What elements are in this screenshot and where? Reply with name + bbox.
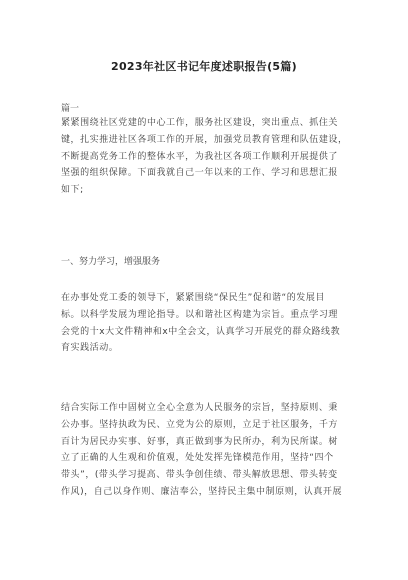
text-line: 紧紧围绕社区党建的中心工作，服务社区建设，突出重点、抓住关 xyxy=(61,118,338,128)
text-line: 如下; xyxy=(61,185,84,196)
paragraph-2 xyxy=(61,290,353,357)
text-line: 会党的十x大文件精神和x中全会文，认真学习开展党的群众路线教 xyxy=(61,326,341,337)
text-line: 百计为居民办实事、好事，真正做到事为民所办，利为民所谋。树 xyxy=(61,436,338,447)
text-line: 公办事。坚持执政为民、立党为公的原则，立足于社区服务，千方 xyxy=(61,419,338,430)
text-line: 坚强的组织保障。下面我就自己一年以来的工作、学习和思想汇报 xyxy=(61,168,338,179)
text-line: 标。以科学发展为理论指导。以和谐社区构建为宗旨。重点学习理 xyxy=(61,309,338,320)
text-line: 立了正确的人生观和价值观，处处发挥先锋模范作用，坚持“四个 xyxy=(61,453,334,464)
section-label: 篇一 xyxy=(61,104,80,114)
text-line: 在办事处党工委的领导下，紧紧围绕“保民生”促和谐“的发展目 xyxy=(61,293,325,303)
text-line: 作风)，自己以身作则、廉洁奉公，坚持民主集中制原则，认真开展 xyxy=(61,486,343,497)
text-line: 结合实际工作中固树立全心全意为人民服务的宗旨，坚持原则、秉 xyxy=(61,403,338,413)
document-title: 2023年社区书记年度述职报告(5篇) xyxy=(110,60,298,73)
section-heading: 一、努力学习，增强服务 xyxy=(61,257,161,267)
text-line: 带头”，(带头学习提高、带头争创佳绩、带头解放思想、带头转变 xyxy=(61,470,338,481)
paragraph-3 xyxy=(61,400,353,501)
text-line: 键，扎实推进社区各项工作的开展，加强党员教育管理和队伍建设， xyxy=(61,134,348,145)
text-line: 不断提高党务工作的整体水平，为我社区各项工作顺利开展提供了 xyxy=(61,151,338,162)
paragraph-1 xyxy=(61,115,353,199)
text-line: 育实践活动。 xyxy=(61,343,119,354)
